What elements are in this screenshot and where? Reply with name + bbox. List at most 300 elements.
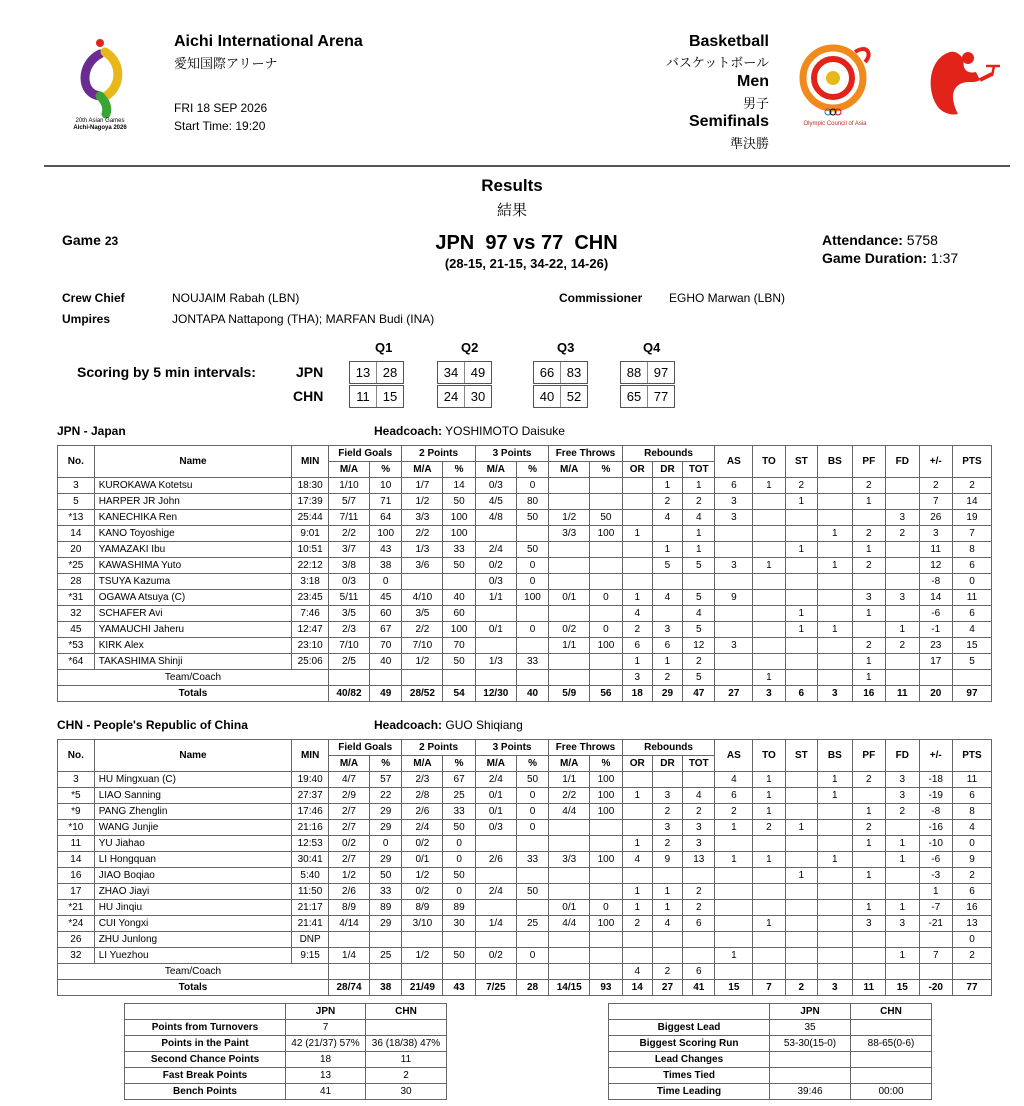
stat-2p-ma: [402, 964, 443, 980]
player-number: 45: [58, 622, 95, 638]
stat-pf: 1: [852, 868, 885, 884]
stat-2p-pct: 60: [443, 606, 475, 622]
player-min: 12:53: [292, 836, 329, 852]
stat-fg-ma: 0/3: [329, 574, 370, 590]
stat-2p-ma: 3/5: [402, 606, 443, 622]
col-as: AS: [715, 446, 753, 478]
stat-or: [622, 932, 652, 948]
stat-3p-pct: 33: [516, 852, 548, 868]
stat-bs: [818, 510, 853, 526]
stat-as: 3: [715, 558, 753, 574]
stat-3p-ma: 2/6: [475, 852, 516, 868]
player-row: [58, 638, 992, 654]
stat-tot: 3: [683, 820, 715, 836]
stat-tot: 1: [683, 526, 715, 542]
stat-ft-ma: [549, 558, 590, 574]
col-pts: PTS: [952, 446, 991, 478]
summary-value: [770, 1068, 851, 1084]
stat-ft-pct: 100: [590, 638, 622, 654]
stat-tot: 2: [683, 900, 715, 916]
summary-value: [770, 1052, 851, 1068]
stat-3p-pct: [516, 670, 548, 686]
stat-ft-ma: [549, 884, 590, 900]
stat-to: 1: [753, 478, 785, 494]
stat-bs: 1: [818, 558, 853, 574]
player-name: HARPER JR John: [94, 494, 292, 510]
stat-tot: 2: [683, 494, 715, 510]
stat-fg-pct: 71: [370, 494, 402, 510]
intervals-label: Scoring by 5 min intervals:: [77, 364, 256, 380]
summary-value: 53-30(15-0): [770, 1036, 851, 1052]
stat-st: [785, 574, 817, 590]
player-row: [58, 884, 992, 900]
player-row: [58, 606, 992, 622]
col-ma: M/A: [549, 756, 590, 772]
commissioner-label: Commissioner: [559, 291, 643, 305]
summary-team-header: CHN: [851, 1004, 932, 1020]
stat-pf: 2: [852, 772, 885, 788]
stat-bs: [818, 836, 853, 852]
stat-2p-pct: [443, 964, 475, 980]
summary-left-table: [124, 1003, 447, 1100]
stat-as: [715, 932, 753, 948]
stat-as: [715, 670, 753, 686]
stat-fg-ma: [329, 964, 370, 980]
oca-logo: [795, 40, 875, 132]
player-row: [58, 622, 992, 638]
stat-plus-minus: [919, 932, 952, 948]
stat-2p-pct: 50: [443, 948, 475, 964]
stat-to: [753, 494, 785, 510]
stat-tot: 5: [683, 590, 715, 606]
stat-st: [785, 670, 817, 686]
team-jpn-stats-table: [57, 445, 992, 702]
stat-fg-ma: 2/2: [329, 526, 370, 542]
stat-fg-pct: 29: [370, 852, 402, 868]
stat-plus-minus: -6: [919, 606, 952, 622]
stat-tot: 2: [683, 654, 715, 670]
col-group: 3 Points: [475, 446, 548, 462]
stat-plus-minus: -8: [919, 804, 952, 820]
stat-pts: 6: [952, 788, 991, 804]
stat-fg-pct: 29: [370, 916, 402, 932]
stat-pts: 8: [952, 542, 991, 558]
team-coach-label: Team/Coach: [58, 964, 329, 980]
stat-plus-minus: 23: [919, 638, 952, 654]
stat-or: 1: [622, 654, 652, 670]
stat-fg-ma: 1/2: [329, 868, 370, 884]
stat-fg-pct: 64: [370, 510, 402, 526]
stat-pf: 1: [852, 670, 885, 686]
stat-bs: [818, 670, 853, 686]
stat-fd: 1: [886, 948, 919, 964]
stat-pts: 15: [952, 638, 991, 654]
stat-plus-minus: [919, 964, 952, 980]
stat-ft-pct: [590, 542, 622, 558]
player-min: 25:44: [292, 510, 329, 526]
player-number: *24: [58, 916, 95, 932]
stat-dr: 2: [652, 494, 682, 510]
stat-to: [753, 590, 785, 606]
col-group: Rebounds: [622, 446, 715, 462]
player-min: 9:15: [292, 948, 329, 964]
stat-ft-pct: 100: [590, 916, 622, 932]
player-number: 14: [58, 852, 95, 868]
stat-3p-pct: 0: [516, 948, 548, 964]
player-number: *9: [58, 804, 95, 820]
interval-value: 28: [382, 365, 398, 380]
player-name: YAMAUCHI Jaheru: [94, 622, 292, 638]
stat-fd: 1: [886, 900, 919, 916]
stat-tot: [683, 772, 715, 788]
total-ft-pct: 93: [590, 980, 622, 996]
stat-to: [753, 884, 785, 900]
stat-to: 1: [753, 852, 785, 868]
player-name: KANO Toyoshige: [94, 526, 292, 542]
stat-2p-pct: 50: [443, 820, 475, 836]
stat-dr: 2: [652, 804, 682, 820]
interval-value: 49: [470, 365, 486, 380]
summary-label: Lead Changes: [609, 1052, 770, 1068]
stat-to: [753, 606, 785, 622]
stat-dr: 1: [652, 478, 682, 494]
stat-fg-pct: [370, 670, 402, 686]
stat-ft-ma: 4/4: [549, 916, 590, 932]
stat-ft-pct: 100: [590, 852, 622, 868]
total-fd: 11: [886, 686, 919, 702]
stat-3p-pct: 25: [516, 916, 548, 932]
stat-pf: [852, 948, 885, 964]
stat-3p-pct: [516, 526, 548, 542]
stat-ft-ma: [549, 670, 590, 686]
player-name: LIAO Sanning: [94, 788, 292, 804]
stat-3p-ma: 0/2: [475, 558, 516, 574]
col-pct: %: [516, 462, 548, 478]
summary-value: 18: [286, 1052, 366, 1068]
stat-3p-ma: 4/5: [475, 494, 516, 510]
stat-3p-ma: [475, 606, 516, 622]
player-number: *53: [58, 638, 95, 654]
stat-ft-ma: 2/2: [549, 788, 590, 804]
quarter-scores: (28-15, 21-15, 34-22, 14-26): [444, 256, 609, 271]
stat-pts: 16: [952, 900, 991, 916]
stat-st: [785, 852, 817, 868]
results-title-local: 結果: [496, 202, 527, 219]
stat-fd: [886, 558, 919, 574]
stat-to: [753, 638, 785, 654]
stat-ft-ma: 4/4: [549, 804, 590, 820]
duration-value: 1:37: [930, 250, 959, 266]
start-time: Start Time: 19:20: [174, 119, 266, 133]
stat-pts: 19: [952, 510, 991, 526]
stat-bs: [818, 964, 853, 980]
stat-fg-ma: 2/5: [329, 654, 370, 670]
stat-as: 1: [715, 948, 753, 964]
stat-3p-pct: 0: [516, 622, 548, 638]
interval-value: 66: [539, 365, 555, 380]
player-number: 14: [58, 526, 95, 542]
col-pct: %: [590, 462, 622, 478]
summary-team-header: CHN: [366, 1004, 447, 1020]
summary-corner: [609, 1004, 770, 1020]
stat-dr: 5: [652, 558, 682, 574]
umpires-label: Umpires: [62, 312, 111, 326]
stat-2p-ma: 1/2: [402, 948, 443, 964]
stat-fg-pct: 50: [370, 868, 402, 884]
stat-2p-pct: 70: [443, 638, 475, 654]
interval-value: 13: [355, 365, 371, 380]
stat-st: 1: [785, 494, 817, 510]
stat-plus-minus: 7: [919, 948, 952, 964]
stat-3p-ma: 4/8: [475, 510, 516, 526]
summary-label: Points in the Paint: [125, 1036, 286, 1052]
stat-fg-pct: 100: [370, 526, 402, 542]
stat-plus-minus: 14: [919, 590, 952, 606]
stat-ft-pct: [590, 932, 622, 948]
stat-st: [785, 884, 817, 900]
stat-as: 9: [715, 590, 753, 606]
col-bs: BS: [818, 740, 853, 772]
stat-to: [753, 654, 785, 670]
stat-pf: 1: [852, 836, 885, 852]
stat-ft-pct: [590, 836, 622, 852]
stat-pts: 6: [952, 884, 991, 900]
stat-ft-ma: 0/1: [549, 590, 590, 606]
stat-tot: 6: [683, 916, 715, 932]
stat-tot: 5: [683, 670, 715, 686]
stat-3p-pct: 50: [516, 884, 548, 900]
stat-as: 4: [715, 772, 753, 788]
total-dr: 29: [652, 686, 682, 702]
stat-fg-pct: 38: [370, 558, 402, 574]
col-fd: FD: [886, 740, 919, 772]
player-number: 32: [58, 948, 95, 964]
player-name: JIAO Boqiao: [94, 868, 292, 884]
stat-st: 2: [785, 478, 817, 494]
stat-3p-ma: [475, 868, 516, 884]
stat-st: [785, 558, 817, 574]
stat-to: [753, 836, 785, 852]
header-row: [58, 446, 992, 462]
player-name: ZHAO Jiayi: [94, 884, 292, 900]
col-group: Free Throws: [549, 740, 622, 756]
stat-tot: [683, 948, 715, 964]
summary-team-header: JPN: [286, 1004, 366, 1020]
summary-label: Fast Break Points: [125, 1068, 286, 1084]
stat-or: 3: [622, 670, 652, 686]
stat-or: 1: [622, 590, 652, 606]
stat-plus-minus: -8: [919, 574, 952, 590]
stat-3p-pct: 0: [516, 788, 548, 804]
stat-or: [622, 478, 652, 494]
stat-pts: 7: [952, 526, 991, 542]
totals-label: Totals: [58, 686, 329, 702]
stat-tot: 4: [683, 788, 715, 804]
interval-box-q1: [349, 385, 404, 408]
player-name: YAMAZAKI Ibu: [94, 542, 292, 558]
stat-3p-pct: [516, 606, 548, 622]
stat-pf: 2: [852, 478, 885, 494]
stat-fd: [886, 868, 919, 884]
player-number: *25: [58, 558, 95, 574]
stat-or: 1: [622, 884, 652, 900]
stat-to: [753, 900, 785, 916]
stat-ft-pct: [590, 884, 622, 900]
stat-2p-pct: 25: [443, 788, 475, 804]
stat-st: 1: [785, 820, 817, 836]
stat-as: [715, 900, 753, 916]
stat-ft-ma: [549, 574, 590, 590]
stat-as: 2: [715, 804, 753, 820]
pictogram-icon: [920, 44, 1006, 120]
interval-value: 11: [356, 389, 370, 404]
player-row: [58, 916, 992, 932]
total-bs: 3: [818, 686, 853, 702]
summary-value: 41: [286, 1084, 366, 1100]
col-fd: FD: [886, 446, 919, 478]
player-min: 22:12: [292, 558, 329, 574]
stat-ft-pct: 100: [590, 804, 622, 820]
stat-st: [785, 638, 817, 654]
stat-pts: 2: [952, 478, 991, 494]
stat-or: [622, 558, 652, 574]
stat-3p-pct: 50: [516, 510, 548, 526]
stat-2p-ma: 1/2: [402, 868, 443, 884]
stat-pf: 1: [852, 606, 885, 622]
results-title: Results: [481, 176, 543, 195]
stat-3p-pct: 0: [516, 804, 548, 820]
stat-dr: 4: [652, 590, 682, 606]
stat-pf: 2: [852, 558, 885, 574]
attendance-value: 5758: [906, 232, 938, 248]
stat-3p-pct: [516, 868, 548, 884]
stat-dr: [652, 868, 682, 884]
stat-fd: [886, 820, 919, 836]
summary-value: 00:00: [851, 1084, 932, 1100]
total-ft-ma: 5/9: [549, 686, 590, 702]
stat-bs: [818, 638, 853, 654]
stat-fd: [886, 494, 919, 510]
stat-ft-ma: [549, 494, 590, 510]
player-number: 3: [58, 478, 95, 494]
stat-2p-ma: [402, 932, 443, 948]
total-dr: 27: [652, 980, 682, 996]
total-3p-pct: 28: [516, 980, 548, 996]
summary-value: [851, 1052, 932, 1068]
phase-local: 準決勝: [729, 136, 769, 151]
stat-fd: 3: [886, 916, 919, 932]
game-date: FRI 18 SEP 2026: [174, 101, 268, 115]
stat-fd: 3: [886, 788, 919, 804]
stat-2p-pct: 33: [443, 542, 475, 558]
player-name: CUI Yongxi: [94, 916, 292, 932]
stat-ft-pct: 0: [590, 900, 622, 916]
player-row: [58, 852, 992, 868]
col-pct: %: [590, 756, 622, 772]
stat-ft-pct: 100: [590, 526, 622, 542]
player-number: *64: [58, 654, 95, 670]
stat-2p-pct: 89: [443, 900, 475, 916]
stat-2p-pct: 33: [443, 804, 475, 820]
umpires: JONTAPA Nattapong (THA); MARFAN Budi (INA): [172, 312, 435, 326]
stat-3p-pct: [516, 900, 548, 916]
stat-bs: 1: [818, 788, 853, 804]
stat-st: 1: [785, 622, 817, 638]
crew-chief: NOUJAIM Rabah (LBN): [172, 291, 300, 305]
total-fg-ma: 40/82: [329, 686, 370, 702]
player-min: 7:46: [292, 606, 329, 622]
summary-value: [366, 1020, 447, 1036]
stat-pf: 2: [852, 820, 885, 836]
interval-q4: Q4: [643, 340, 661, 355]
player-min: 11:50: [292, 884, 329, 900]
stat-fg-pct: 45: [370, 590, 402, 606]
player-name: PANG Zhenglin: [94, 804, 292, 820]
player-min: 23:10: [292, 638, 329, 654]
stat-tot: [683, 868, 715, 884]
stat-or: 1: [622, 836, 652, 852]
stat-plus-minus: -10: [919, 836, 952, 852]
summary-value: [851, 1020, 932, 1036]
stat-bs: [818, 916, 853, 932]
stat-pts: 5: [952, 654, 991, 670]
stat-fg-pct: 25: [370, 948, 402, 964]
stat-fg-ma: 1/4: [329, 948, 370, 964]
team-chn-stats-table: [57, 739, 992, 996]
summary-value: 13: [286, 1068, 366, 1084]
col-ma: M/A: [402, 756, 443, 772]
stat-fd: [886, 542, 919, 558]
stat-tot: 2: [683, 804, 715, 820]
stat-plus-minus: -19: [919, 788, 952, 804]
gender-local: 男子: [742, 96, 769, 111]
team-jpn-headcoach: [374, 424, 565, 438]
summary-label: Biggest Lead: [609, 1020, 770, 1036]
interval-box-q3: [533, 361, 588, 384]
player-row: [58, 478, 992, 494]
summary-value: 11: [366, 1052, 447, 1068]
stat-pf: 2: [852, 638, 885, 654]
stat-dr: [652, 932, 682, 948]
player-number: 17: [58, 884, 95, 900]
summary-value: 42 (21/37) 57%: [286, 1036, 366, 1052]
col-group: Field Goals: [329, 446, 402, 462]
stat-as: [715, 868, 753, 884]
stat-fd: 1: [886, 836, 919, 852]
stat-as: [715, 622, 753, 638]
player-name: WANG Junjie: [94, 820, 292, 836]
player-name: KANECHIKA Ren: [94, 510, 292, 526]
player-name: HU Jinqiu: [94, 900, 292, 916]
stat-fg-pct: 60: [370, 606, 402, 622]
col-name: Name: [94, 740, 292, 772]
col-or: OR: [622, 462, 652, 478]
stat-fg-pct: 33: [370, 884, 402, 900]
interval-value: 40: [539, 389, 555, 404]
summary-header-row: [609, 1004, 932, 1020]
stat-pf: [852, 884, 885, 900]
stat-tot: 5: [683, 622, 715, 638]
totals-label: Totals: [58, 980, 329, 996]
player-row: [58, 948, 992, 964]
stat-fg-ma: 8/9: [329, 900, 370, 916]
player-row: [58, 788, 992, 804]
interval-box-q2: [437, 361, 492, 384]
stat-as: 6: [715, 478, 753, 494]
stat-ft-pct: [590, 558, 622, 574]
duration-label: Game Duration:: [822, 250, 928, 266]
stat-pts: 8: [952, 804, 991, 820]
